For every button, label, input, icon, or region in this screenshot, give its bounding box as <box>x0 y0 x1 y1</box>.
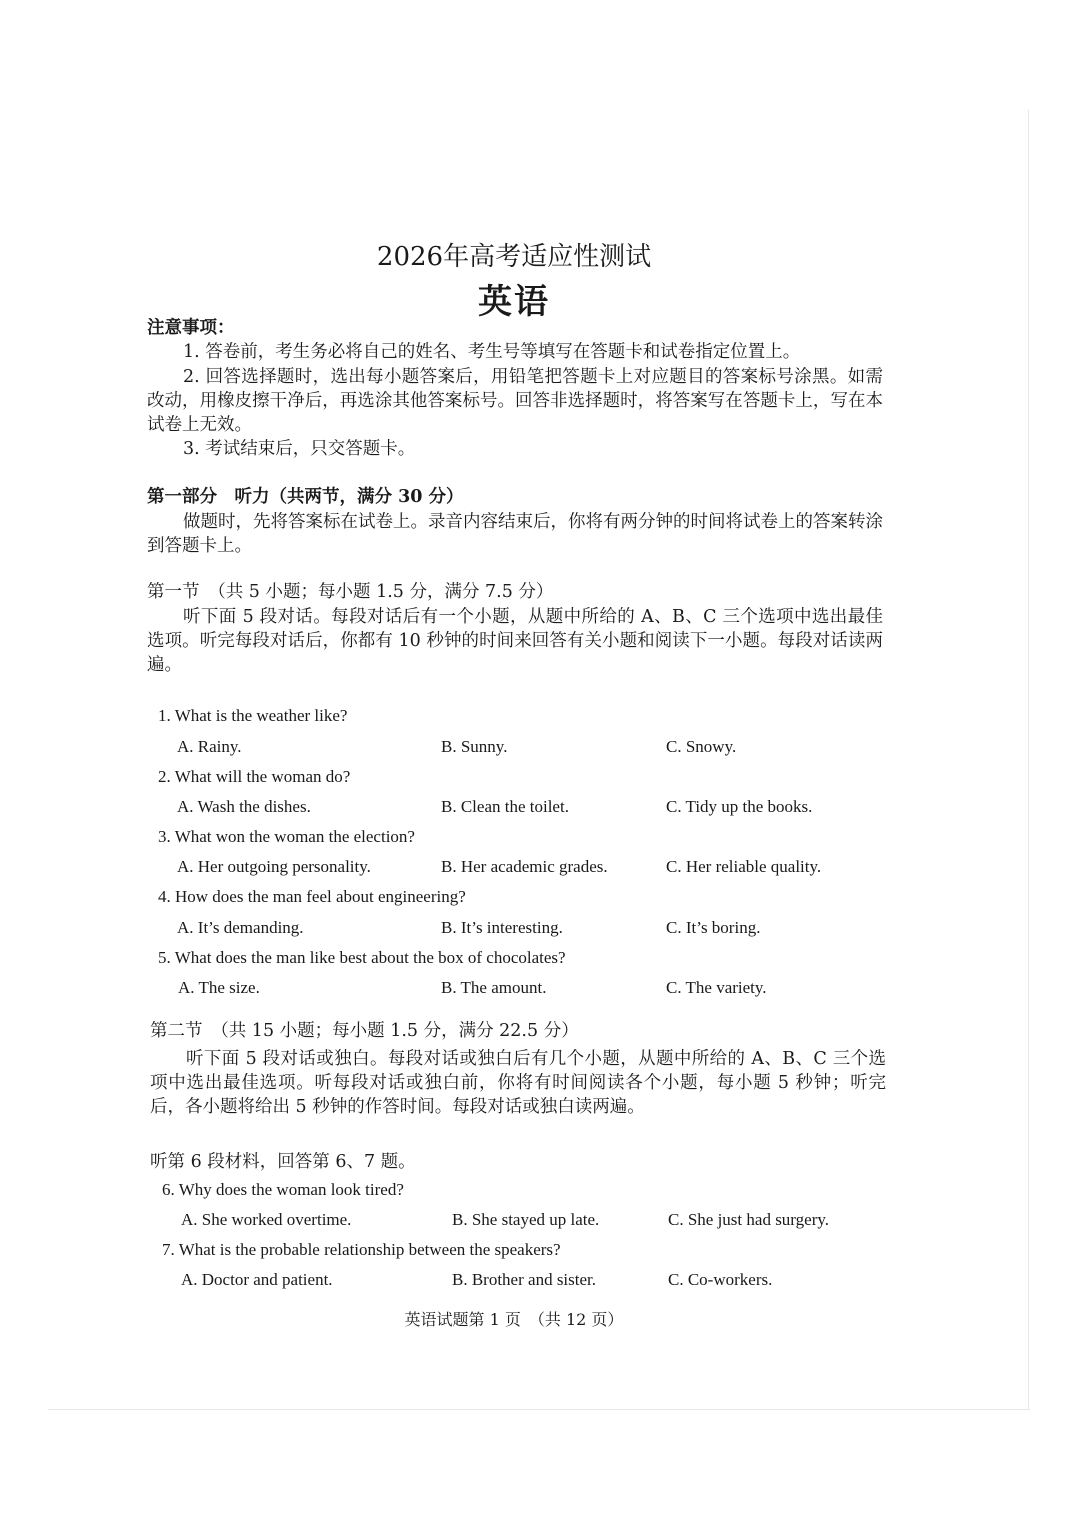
question-5-option-a: A. The size. <box>178 978 260 997</box>
exam-subject: 英语 <box>478 282 550 322</box>
notice-item-3: 3. 考试结束后，只交答题卡。 <box>183 439 416 459</box>
section1-heading: 第一节 （共 5 小题；每小题 1.5 分，满分 7.5 分） <box>147 582 554 602</box>
question-7: 7. What is the probable relationship between the speakers? <box>162 1240 561 1259</box>
exam-title: 2026年高考适应性测试 <box>376 242 652 272</box>
question-7-option-a: A. Doctor and patient. <box>181 1270 333 1289</box>
part1-heading: 第一部分 听力（共两节，满分 30 分） <box>147 487 464 507</box>
question-1-option-a: A. Rainy. <box>177 737 242 756</box>
notice-item-2: 2. 回答选择题时，选出每小题答案后，用铅笔把答题卡上对应题目的答案标号涂黑。如需改动，用橡皮擦干净后，再选涂其他答案标号。回答非选择题时，将答案写在答题卡上，写在本试卷上无效。 <box>147 367 883 435</box>
question-3-option-c: C. Her reliable quality. <box>666 857 822 876</box>
question-7-option-b: B. Brother and sister. <box>452 1270 597 1289</box>
scan-edge-right <box>1028 110 1029 1410</box>
question-1-option-b: B. Sunny. <box>441 737 508 756</box>
question-3: 3. What won the woman the election? <box>158 827 415 846</box>
question-6: 6. Why does the woman look tired? <box>162 1180 404 1199</box>
question-4-option-a: A. It’s demanding. <box>177 918 304 937</box>
section2-heading: 第二节 （共 15 小题；每小题 1.5 分，满分 22.5 分） <box>150 1021 579 1041</box>
notice-item-1: 1. 答卷前，考生务必将自己的姓名、考生号等填写在答题卡和试卷指定位置上。 <box>183 342 801 362</box>
question-6-option-c: C. She just had surgery. <box>668 1210 830 1229</box>
question-7-option-c: C. Co-workers. <box>668 1270 773 1289</box>
question-6-option-b: B. She stayed up late. <box>452 1210 600 1229</box>
notice-heading: 注意事项： <box>147 318 235 338</box>
section1-instructions: 听下面 5 段对话。每段对话后有一个小题，从题中所给的 A、B、C 三个选项中选出最佳选项。听完每段对话后，你都有 10 秒钟的时间来回答有关小题和阅读下一小题。每段对话读两遍。 <box>147 607 883 675</box>
question-2-option-b: B. Clean the toilet. <box>441 797 569 816</box>
question-4-option-b: B. It’s interesting. <box>441 918 563 937</box>
page-footer: 英语试题第 1 页 （共 12 页） <box>404 1310 624 1329</box>
question-3-option-b: B. Her academic grades. <box>441 857 608 876</box>
question-1-option-c: C. Snowy. <box>666 737 737 756</box>
question-3-option-a: A. Her outgoing personality. <box>177 857 371 876</box>
question-6-option-a: A. She worked overtime. <box>181 1210 352 1229</box>
part1-instructions: 做题时，先将答案标在试卷上。录音内容结束后，你将有两分钟的时间将试卷上的答案转涂到答题卡上。 <box>147 512 883 556</box>
question-1: 1. What is the weather like? <box>158 706 348 725</box>
question-5: 5. What does the man like best about the box of chocolates? <box>158 948 566 967</box>
question-2-option-c: C. Tidy up the books. <box>666 797 813 816</box>
material6-heading: 听第 6 段材料，回答第 6、7 题。 <box>150 1152 416 1172</box>
question-4-option-c: C. It’s boring. <box>666 918 761 937</box>
question-4: 4. How does the man feel about engineering? <box>158 887 466 906</box>
scan-edge-bottom <box>48 1409 1030 1410</box>
section2-instructions: 听下面 5 段对话或独白。每段对话或独白后有几个小题，从题中所给的 A、B、C 三个选项中选出最佳选项。听每段对话或独白前，你将有时间阅读各个小题，每小题 5 秒钟；听完后，各小题将给出 5 秒钟的作答时间。每段对话或独白读两遍。 <box>150 1049 886 1117</box>
question-5-option-b: B. The amount. <box>441 978 547 997</box>
question-5-option-c: C. The variety. <box>666 978 767 997</box>
question-2: 2. What will the woman do? <box>158 767 351 786</box>
question-2-option-a: A. Wash the dishes. <box>177 797 311 816</box>
